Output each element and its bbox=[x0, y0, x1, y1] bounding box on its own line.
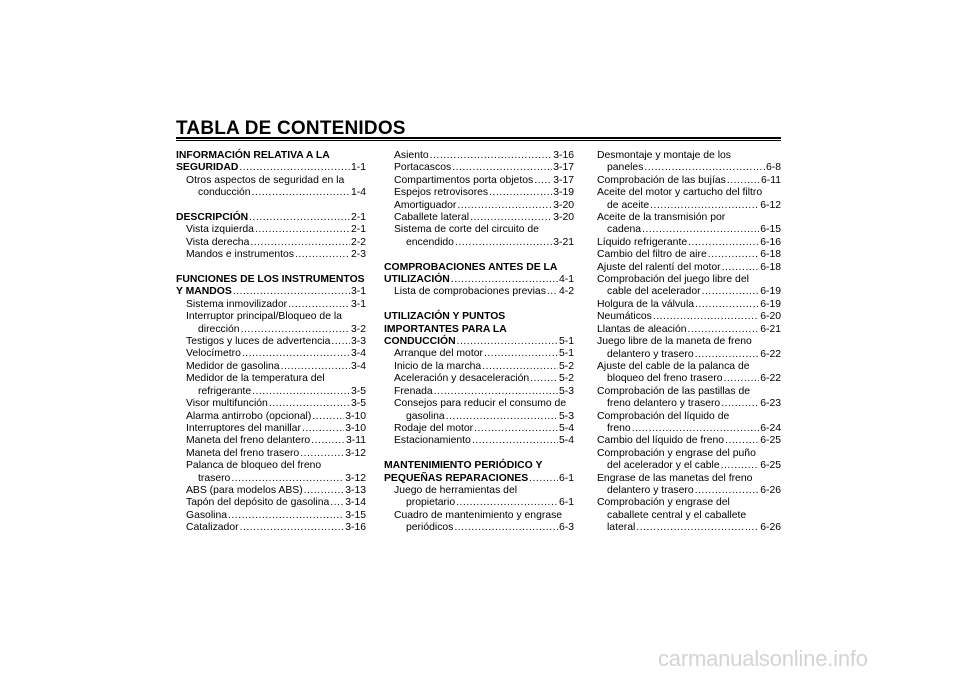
toc-entry[interactable] bbox=[597, 349, 781, 361]
page-number: 3-2 bbox=[350, 323, 366, 335]
toc-entry[interactable] bbox=[597, 485, 781, 497]
page-number: 3-3 bbox=[350, 336, 366, 348]
page-number: 3-21 bbox=[553, 236, 574, 248]
entry-text: Juego libre de la maneta de freno bbox=[597, 336, 752, 348]
watermark-text: carmanualsonline.info bbox=[658, 646, 868, 671]
toc-entry[interactable] bbox=[384, 286, 574, 298]
entry-text: caballete central y el caballete bbox=[607, 509, 747, 521]
entry-text: Asiento bbox=[394, 150, 429, 161]
toc-entry[interactable] bbox=[597, 224, 781, 236]
entry-text: periódicos bbox=[406, 522, 454, 534]
toc-entry[interactable] bbox=[597, 435, 781, 447]
page-number: 3-12 bbox=[345, 472, 366, 484]
toc-entry[interactable] bbox=[384, 348, 574, 360]
entry-text: Consejos para reducir el consumo de bbox=[394, 398, 567, 410]
entry-text: refrigerante bbox=[198, 385, 252, 397]
page-number: 6-1 bbox=[558, 497, 574, 509]
toc-entry[interactable] bbox=[384, 361, 574, 373]
entry-text: Espejos retrovisores bbox=[394, 187, 489, 199]
page-number: 3-14 bbox=[345, 497, 366, 509]
section-heading: CONDUCCIÓN bbox=[384, 336, 456, 348]
entry-text: Interruptor principal/Bloqueo de la bbox=[186, 311, 342, 323]
toc-entry[interactable] bbox=[176, 522, 366, 534]
entry-text: conducción bbox=[198, 187, 251, 199]
page-number: 3-16 bbox=[345, 522, 366, 534]
entry-text: Portacascos bbox=[394, 162, 452, 174]
entry-text: Rodaje del motor bbox=[394, 422, 474, 434]
entry-text: del acelerador y el cable bbox=[607, 460, 720, 472]
toc-entry[interactable] bbox=[176, 224, 366, 236]
page-number: 2-1 bbox=[350, 212, 366, 224]
toc-entry[interactable] bbox=[597, 522, 781, 534]
entry-text: Sistema de corte del circuito de bbox=[394, 224, 539, 236]
page-number: 3-17 bbox=[553, 162, 574, 174]
entry-text: Juego de herramientas del bbox=[394, 484, 518, 496]
page-number: 3-5 bbox=[350, 385, 366, 397]
entry-text: Desmontaje y montaje de los bbox=[597, 150, 731, 161]
page-number: 3-10 bbox=[345, 410, 366, 422]
entry-text: Comprobación del juego libre del bbox=[597, 274, 749, 286]
toc-entry[interactable] bbox=[384, 411, 574, 423]
page-number: 3-4 bbox=[350, 360, 366, 372]
entry-text: Maneta del freno trasero bbox=[186, 447, 300, 459]
section-heading: UTILIZACIÓN Y PUNTOS bbox=[384, 311, 506, 323]
page-number: 3-1 bbox=[350, 298, 366, 310]
toc-entry[interactable] bbox=[597, 423, 781, 435]
toc-entry[interactable] bbox=[176, 237, 366, 249]
entry-text: Aceite de la transmisión por bbox=[597, 212, 726, 224]
entry-text: cable del acelerador bbox=[607, 286, 701, 298]
entry-text: Tapón del depósito de gasolina bbox=[186, 497, 330, 509]
entry-text: delantero y trasero bbox=[607, 484, 694, 496]
entry-text: Sistema inmovilizador bbox=[186, 298, 288, 310]
page-number: 2-2 bbox=[350, 236, 366, 248]
entry-text: bloqueo del freno trasero bbox=[607, 373, 723, 385]
entry-text: dirección bbox=[198, 323, 240, 335]
page-number: 6-25 bbox=[760, 435, 781, 447]
section-heading: FUNCIONES DE LOS INSTRUMENTOS bbox=[176, 274, 365, 286]
page-number: 6-24 bbox=[760, 422, 781, 434]
page-number: 6-26 bbox=[760, 522, 781, 534]
page-number: 6-16 bbox=[760, 236, 781, 248]
entry-text: Líquido refrigerante bbox=[597, 236, 688, 248]
page-number: 2-3 bbox=[350, 249, 366, 261]
toc-entry[interactable] bbox=[384, 237, 574, 249]
toc-entry[interactable] bbox=[597, 249, 781, 261]
entry-text: Comprobación y engrase del bbox=[597, 497, 730, 509]
page-number: 5-4 bbox=[558, 422, 574, 434]
section-heading: PEQUEÑAS REPARACIONES bbox=[384, 472, 529, 484]
entry-text: Aceite del motor y cartucho del filtro bbox=[597, 187, 763, 199]
toc-entry[interactable] bbox=[176, 249, 366, 261]
page-number: 3-20 bbox=[553, 212, 574, 224]
page-number: 6-26 bbox=[760, 484, 781, 496]
toc-entry[interactable] bbox=[176, 473, 366, 485]
toc-entry[interactable] bbox=[384, 200, 574, 212]
page-number: 3-13 bbox=[345, 484, 366, 496]
page-number: 6-19 bbox=[760, 286, 781, 298]
entry-text: Medidor de gasolina bbox=[186, 360, 280, 372]
entry-text: trasero bbox=[198, 472, 231, 484]
entry-text: Cambio del líquido de freno bbox=[597, 435, 725, 447]
toc-entry[interactable] bbox=[176, 299, 366, 311]
toc-entry[interactable] bbox=[176, 435, 366, 447]
section-heading: IMPORTANTES PARA LA bbox=[384, 323, 507, 335]
toc-entry[interactable] bbox=[597, 460, 781, 472]
page-number: 6-20 bbox=[760, 311, 781, 323]
toc-entry[interactable] bbox=[384, 162, 574, 174]
entry-text: Velocímetro bbox=[186, 348, 241, 360]
toc-entry[interactable] bbox=[176, 324, 366, 336]
entry-text: Interruptores del manillar bbox=[186, 422, 301, 434]
entry-text: Alarma antirrobo (opcional) bbox=[186, 410, 312, 422]
toc-entry[interactable] bbox=[597, 373, 781, 385]
page-number: 5-2 bbox=[558, 373, 574, 385]
page-number: 3-4 bbox=[350, 348, 366, 360]
toc-entry[interactable] bbox=[597, 398, 781, 410]
entry-text: de aceite bbox=[607, 199, 650, 211]
entry-text: Comprobación de las pastillas de bbox=[597, 385, 751, 397]
entry-text: Visor multifunción bbox=[186, 398, 268, 410]
entry-text: Ajuste del ralentí del motor bbox=[597, 261, 721, 273]
toc-entry[interactable] bbox=[176, 386, 366, 398]
section-heading: UTILIZACIÓN bbox=[384, 274, 450, 286]
entry-text: Cambio del filtro de aire bbox=[597, 249, 707, 261]
section-heading: COMPROBACIONES ANTES DE LA bbox=[384, 261, 558, 273]
toc-entry[interactable] bbox=[176, 497, 366, 509]
page-number: 6-18 bbox=[760, 261, 781, 273]
toc-entry[interactable] bbox=[176, 336, 366, 348]
entry-text: Neumáticos bbox=[597, 311, 652, 323]
entry-text: Compartimentos porta objetos bbox=[394, 174, 534, 186]
toc-entry[interactable] bbox=[384, 423, 574, 435]
page-number: 5-1 bbox=[558, 336, 574, 348]
toc-entry[interactable] bbox=[597, 237, 781, 249]
entry-text: paneles bbox=[607, 162, 644, 174]
page-number: 3-16 bbox=[553, 150, 574, 161]
page-number: 3-10 bbox=[345, 422, 366, 434]
page-number: 3-15 bbox=[345, 509, 366, 521]
toc-entry[interactable] bbox=[176, 448, 366, 460]
entry-text: Frenada bbox=[394, 385, 433, 397]
title-rule bbox=[176, 137, 781, 141]
entry-text: freno bbox=[607, 422, 631, 434]
page-number: 3-17 bbox=[553, 174, 574, 186]
toc-entry[interactable] bbox=[176, 423, 366, 435]
page-number: 6-11 bbox=[760, 174, 781, 186]
toc-entry[interactable] bbox=[384, 175, 574, 187]
section-heading: Y MANDOS bbox=[176, 286, 232, 298]
entry-text: Holgura de la válvula bbox=[597, 298, 695, 310]
toc-entry[interactable] bbox=[384, 497, 574, 509]
toc-entry[interactable] bbox=[597, 286, 781, 298]
entry-text: Llantas de aleación bbox=[597, 323, 687, 335]
entry-text: Catalizador bbox=[186, 522, 239, 534]
toc-entry[interactable] bbox=[384, 212, 574, 224]
page-number: 5-3 bbox=[558, 385, 574, 397]
entry-text: freno delantero y trasero bbox=[607, 398, 721, 410]
entry-text: Cuadro de mantenimiento y engrase bbox=[394, 509, 563, 521]
entry-text: Ajuste del cable de la palanca de bbox=[597, 360, 750, 372]
section-heading: DESCRIPCIÓN bbox=[176, 212, 249, 224]
toc-entry[interactable] bbox=[176, 411, 366, 423]
page-number: 6-19 bbox=[760, 298, 781, 310]
toc-column-2 bbox=[384, 150, 574, 535]
page-number: 6-22 bbox=[760, 373, 781, 385]
toc-entry[interactable] bbox=[384, 336, 574, 348]
toc-entry[interactable] bbox=[176, 212, 366, 224]
page-number: 2-1 bbox=[350, 224, 366, 236]
page-number: 3-11 bbox=[345, 435, 366, 447]
toc-entry[interactable] bbox=[597, 162, 781, 174]
page-number: 6-1 bbox=[558, 472, 574, 484]
page-number: 3-19 bbox=[553, 187, 574, 199]
toc-entry[interactable] bbox=[597, 175, 781, 187]
entry-text: Inicio de la marcha bbox=[394, 360, 482, 372]
page-number: 6-3 bbox=[558, 522, 574, 534]
page-number: 3-5 bbox=[350, 398, 366, 410]
toc-entry[interactable] bbox=[384, 150, 574, 162]
page-number: 1-4 bbox=[350, 187, 366, 199]
page-number: 6-23 bbox=[760, 398, 781, 410]
page-number: 3-12 bbox=[345, 447, 366, 459]
toc-column-3 bbox=[597, 150, 781, 535]
page-number: 3-20 bbox=[553, 199, 574, 211]
entry-text: Aceleración y desaceleración bbox=[394, 373, 530, 385]
entry-text: lateral bbox=[607, 522, 636, 534]
page-number: 5-1 bbox=[558, 348, 574, 360]
entry-text: Caballete lateral bbox=[394, 212, 470, 224]
entry-text: Maneta del freno delantero bbox=[186, 435, 311, 447]
entry-text: Comprobación de las bujías bbox=[597, 174, 726, 186]
page-number: 4-1 bbox=[558, 274, 574, 286]
entry-text: Vista derecha bbox=[186, 236, 250, 248]
toc-entry[interactable] bbox=[176, 398, 366, 410]
toc-entry[interactable] bbox=[384, 522, 574, 534]
entry-text: Lista de comprobaciones previas bbox=[394, 286, 546, 298]
entry-text: Comprobación del líquido de bbox=[597, 410, 730, 422]
entry-text: cadena bbox=[607, 224, 642, 236]
section-heading: INFORMACIÓN RELATIVA A LA bbox=[176, 150, 330, 161]
toc-entry[interactable] bbox=[597, 262, 781, 274]
toc-entry[interactable] bbox=[384, 386, 574, 398]
page-number: 1-1 bbox=[350, 162, 366, 174]
toc-entry[interactable] bbox=[384, 187, 574, 199]
entry-text: Palanca de bloqueo del freno bbox=[186, 460, 322, 472]
page-title: TABLA DE CONTENIDOS bbox=[176, 118, 406, 139]
entry-text: encendido bbox=[406, 236, 454, 248]
page-number: 6-25 bbox=[760, 460, 781, 472]
entry-text: Estacionamiento bbox=[394, 435, 471, 447]
toc-entry[interactable] bbox=[176, 485, 366, 497]
entry-text: Arranque del motor bbox=[394, 348, 483, 360]
entry-text: gasolina bbox=[406, 410, 445, 422]
page-number: 6-8 bbox=[765, 162, 781, 174]
toc-entry[interactable] bbox=[176, 286, 366, 298]
toc-entry[interactable] bbox=[384, 435, 574, 447]
toc-entry[interactable] bbox=[176, 162, 366, 174]
page-number: 4-2 bbox=[558, 286, 574, 298]
toc-column-1 bbox=[176, 150, 366, 535]
entry-text: Medidor de la temperatura del bbox=[186, 373, 325, 385]
page-number: 6-18 bbox=[760, 249, 781, 261]
page-number: 6-12 bbox=[760, 199, 781, 211]
page-number: 6-22 bbox=[760, 348, 781, 360]
toc-entry[interactable] bbox=[597, 200, 781, 212]
toc-entry[interactable] bbox=[597, 299, 781, 311]
toc-entry[interactable] bbox=[176, 510, 366, 522]
page-number: 3-1 bbox=[350, 286, 366, 298]
section-heading: MANTENIMIENTO PERIÓDICO Y bbox=[384, 460, 543, 472]
page-number: 5-2 bbox=[558, 360, 574, 372]
toc-entry[interactable] bbox=[384, 473, 574, 485]
page-number: 5-3 bbox=[558, 410, 574, 422]
entry-text: Testigos y luces de advertencia bbox=[186, 336, 331, 348]
entry-text: Gasolina bbox=[186, 509, 228, 521]
page-number: 6-15 bbox=[760, 224, 781, 236]
page-number: 6-21 bbox=[760, 323, 781, 335]
entry-text: Comprobación y engrase del puño bbox=[597, 447, 756, 459]
entry-text: propietario bbox=[406, 497, 456, 509]
section-heading: SEGURIDAD bbox=[176, 162, 239, 174]
entry-text: Vista izquierda bbox=[186, 224, 254, 236]
entry-text: Amortiguador bbox=[394, 199, 457, 211]
entry-text: Engrase de las manetas del freno bbox=[597, 472, 753, 484]
toc-entry[interactable] bbox=[176, 361, 366, 373]
entry-text: ABS (para modelos ABS) bbox=[186, 484, 303, 496]
entry-text: Otros aspectos de seguridad en la bbox=[186, 174, 345, 186]
toc-entry[interactable] bbox=[384, 373, 574, 385]
toc-entry[interactable] bbox=[384, 274, 574, 286]
toc-entry[interactable] bbox=[597, 324, 781, 336]
toc-entry[interactable] bbox=[597, 311, 781, 323]
page-number: 5-4 bbox=[558, 435, 574, 447]
entry-text: delantero y trasero bbox=[607, 348, 694, 360]
entry-text: Mandos e instrumentos bbox=[186, 249, 295, 261]
toc-entry[interactable] bbox=[176, 187, 366, 199]
toc-entry[interactable] bbox=[176, 348, 366, 360]
